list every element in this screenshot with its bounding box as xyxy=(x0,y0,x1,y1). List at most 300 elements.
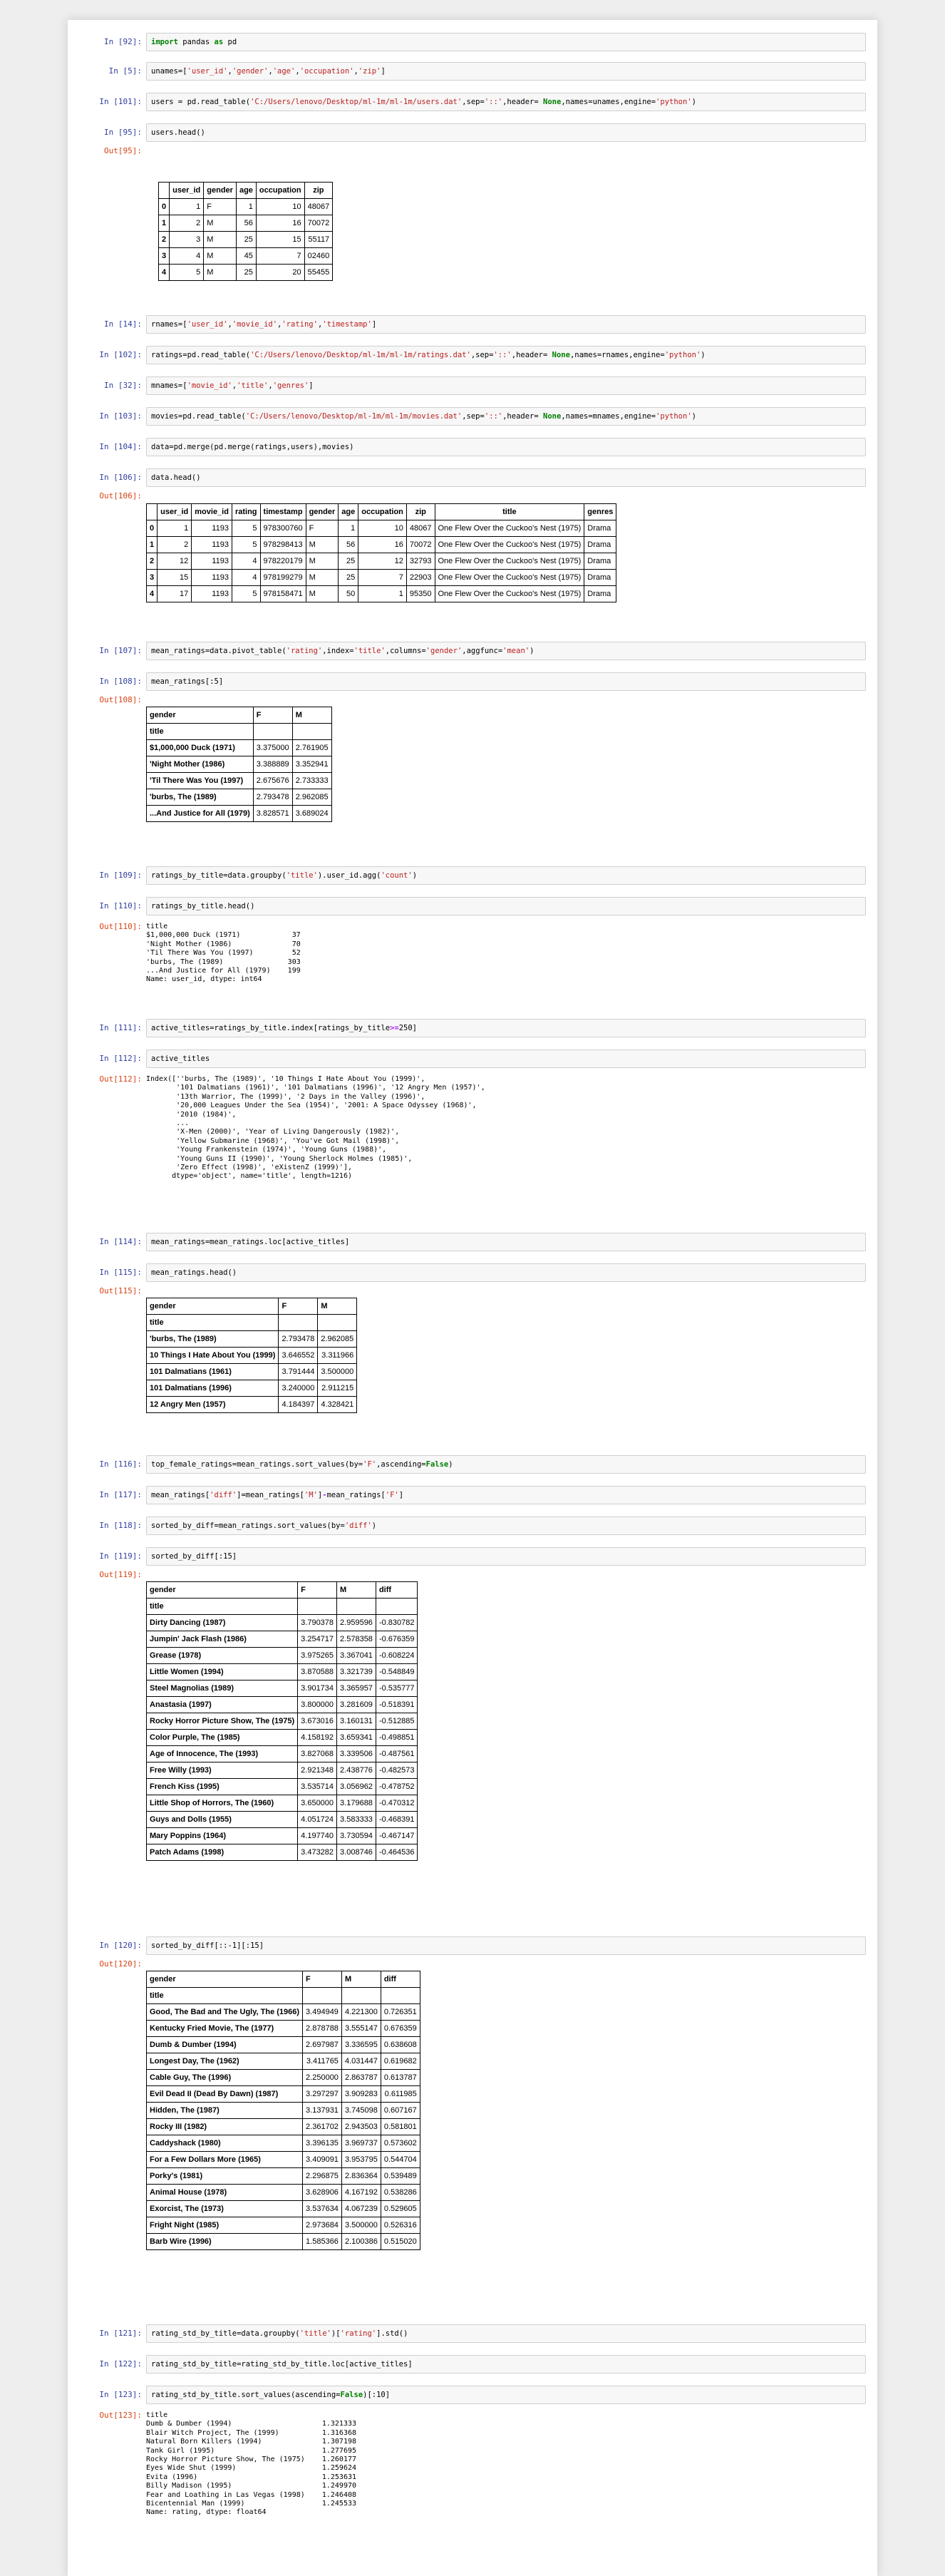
table-cell: -0.498851 xyxy=(376,1730,418,1746)
table-row xyxy=(147,570,616,586)
code-keyword: as xyxy=(214,38,224,46)
table-cell: 02460 xyxy=(304,248,333,265)
code-cell[interactable] xyxy=(79,468,866,637)
table-header-cell: Mary Poppins (1964) xyxy=(147,1828,298,1844)
table-header-cell: F xyxy=(303,1971,342,1988)
table-cell: 4 xyxy=(170,248,204,265)
table-row xyxy=(147,1680,418,1697)
table-header-cell: genres xyxy=(584,504,616,520)
table-header-cell: 'Night Mother (1986) xyxy=(147,756,254,773)
table-row xyxy=(147,789,332,806)
code-input[interactable]: top_female_ratings=mean_ratings.sort_values(by='F',ascending=False) xyxy=(146,1455,866,1474)
table-row xyxy=(147,1380,357,1397)
table-header-cell: 1 xyxy=(159,215,170,232)
output-prompt: Out[119]: xyxy=(99,1570,142,1579)
table-row xyxy=(147,1844,418,1861)
table-row xyxy=(159,248,333,265)
table-header-cell: Evil Dead II (Dead By Dawn) (1987) xyxy=(147,2086,303,2103)
table-row xyxy=(147,1812,418,1828)
table-cell: 12 xyxy=(358,553,407,570)
merged-dataframe xyxy=(146,503,616,602)
code-input[interactable]: sorted_by_diff=mean_ratings.sort_values(by='diff') xyxy=(146,1517,866,1535)
code-input[interactable]: active_titles xyxy=(146,1050,866,1068)
table-cell: 0.544704 xyxy=(381,2152,420,2168)
table-cell: 3.411765 xyxy=(303,2053,342,2070)
code-input[interactable]: ratings_by_title=data.groupby('title').user_id.agg('count') xyxy=(146,866,866,885)
table-header-cell: 3 xyxy=(147,570,158,586)
table-cell: 2.962085 xyxy=(292,789,331,806)
users-dataframe xyxy=(158,182,333,281)
table-cell: 3.375000 xyxy=(253,740,292,756)
table-cell: -0.467147 xyxy=(376,1828,418,1844)
code-cell[interactable] xyxy=(79,897,866,990)
table-header-cell: M xyxy=(337,1582,376,1599)
table-cell: 1 xyxy=(339,520,358,537)
code-input[interactable]: mean_ratings=data.pivot_table('rating',index='title',columns='gender',aggfunc='mean') xyxy=(146,642,866,660)
table-cell: 1.585366 xyxy=(303,2234,342,2250)
table-header-cell: For a Few Dollars More (1965) xyxy=(147,2152,303,2168)
table-cell: 0.676359 xyxy=(381,2021,420,2037)
code-input[interactable]: rnames=['user_id','movie_id','rating','timestamp'] xyxy=(146,315,866,334)
table-header-cell: 0 xyxy=(159,199,170,215)
input-prompt: In [110]: xyxy=(99,901,142,910)
table-header-cell: title xyxy=(147,1599,298,1615)
table-row xyxy=(147,1648,418,1664)
table-cell: -0.478752 xyxy=(376,1779,418,1795)
ratings-count-output: title $1,000,000 Duck (1971) 37 'Night Mother (1986) 70 'Til There Was You (1997) 52 'burbs, The (1989) 303 ...And Justice for All (1979) 199 Name: user_id, dtype: int64 xyxy=(146,923,301,984)
table-header-cell xyxy=(337,1599,376,1615)
table-header-cell: ...And Justice for All (1979) xyxy=(147,806,254,822)
table-cell: 2.962085 xyxy=(318,1331,357,1348)
table-row xyxy=(147,1664,418,1680)
table-header-cell: Longest Day, The (1962) xyxy=(147,2053,303,2070)
table-cell: 70072 xyxy=(406,537,435,553)
code-cell[interactable] xyxy=(79,1936,866,2314)
table-cell: 1 xyxy=(236,199,256,215)
table-cell: 10 xyxy=(358,520,407,537)
table-header-cell: Cable Guy, The (1996) xyxy=(147,2070,303,2086)
table-header-cell: 'burbs, The (1989) xyxy=(147,789,254,806)
code-cell[interactable] xyxy=(79,123,866,305)
code-cell[interactable] xyxy=(79,1517,866,1535)
code-input[interactable]: mean_ratings.head() xyxy=(146,1263,866,1282)
table-header-cell: timestamp xyxy=(260,504,306,520)
code-input[interactable]: mnames=['movie_id','title','genres'] xyxy=(146,376,866,395)
table-header-cell: age xyxy=(236,183,256,199)
table-header-cell xyxy=(147,504,158,520)
table-cell: 4.184397 xyxy=(279,1397,318,1413)
sorted-by-diff-table xyxy=(146,1581,418,1861)
table-row xyxy=(147,553,616,570)
table-cell: 2.943503 xyxy=(341,2119,381,2135)
table-header-cell: F xyxy=(298,1582,337,1599)
table-header-cell: F xyxy=(253,707,292,724)
input-prompt: In [103]: xyxy=(99,411,142,421)
output-prompt: Out[108]: xyxy=(99,695,142,704)
table-header-cell: diff xyxy=(376,1582,418,1599)
table-cell: 2 xyxy=(158,537,192,553)
code-cell[interactable] xyxy=(79,315,866,334)
table-header-cell xyxy=(279,1315,318,1331)
table-cell: 3.745098 xyxy=(341,2103,381,2119)
code-input[interactable]: ratings_by_title.head() xyxy=(146,897,866,915)
table-row xyxy=(159,265,333,281)
table-cell: 3.473282 xyxy=(298,1844,337,1861)
table-cell: 3.311966 xyxy=(318,1348,357,1364)
table-cell: 1193 xyxy=(192,586,232,602)
table-header-cell xyxy=(376,1599,418,1615)
table-cell: 3.352941 xyxy=(292,756,331,773)
table-cell: 10 xyxy=(256,199,304,215)
code-cell[interactable] xyxy=(79,1486,866,1504)
table-header-cell: Little Shop of Horrors, The (1960) xyxy=(147,1795,298,1812)
table-cell: 3.396135 xyxy=(303,2135,342,2152)
table-header-cell: zip xyxy=(406,504,435,520)
table-header-cell: F xyxy=(279,1298,318,1315)
table-cell: 4 xyxy=(232,570,260,586)
table-cell: -0.830782 xyxy=(376,1615,418,1631)
table-cell: 3 xyxy=(170,232,204,248)
input-prompt: In [104]: xyxy=(99,442,142,451)
input-prompt: In [109]: xyxy=(99,871,142,880)
table-cell: 3.500000 xyxy=(318,1364,357,1380)
table-cell: 5 xyxy=(232,520,260,537)
table-row xyxy=(147,2152,420,2168)
input-prompt: In [106]: xyxy=(99,473,142,482)
table-header-cell xyxy=(159,183,170,199)
table-header-cell: title xyxy=(147,1988,303,2004)
table-header-cell: Dirty Dancing (1987) xyxy=(147,1615,298,1631)
table-cell: -0.470312 xyxy=(376,1795,418,1812)
input-prompt: In [117]: xyxy=(99,1490,142,1499)
table-row xyxy=(147,1364,357,1380)
table-row xyxy=(147,1697,418,1713)
table-header-cell: Caddyshack (1980) xyxy=(147,2135,303,2152)
table-cell: 1193 xyxy=(192,570,232,586)
table-header-cell xyxy=(303,1988,342,2004)
table-cell: 5 xyxy=(232,537,260,553)
table-header-cell: 'Til There Was You (1997) xyxy=(147,773,254,789)
table-header-cell: French Kiss (1995) xyxy=(147,1779,298,1795)
output-prompt: Out[110]: xyxy=(99,922,142,931)
table-cell: One Flew Over the Cuckoo's Nest (1975) xyxy=(435,586,584,602)
code-cell[interactable] xyxy=(79,1050,866,1221)
table-cell: 3.008746 xyxy=(337,1844,376,1861)
code-cell[interactable] xyxy=(79,1233,866,1251)
table-row xyxy=(147,1795,418,1812)
table-cell: 1193 xyxy=(192,553,232,570)
table-cell: 4.328421 xyxy=(318,1397,357,1413)
table-header-cell: Grease (1978) xyxy=(147,1648,298,1664)
code-input[interactable]: rating_std_by_title=data.groupby('title')['rating'].std() xyxy=(146,2324,866,2343)
code-input[interactable]: rating_std_by_title=rating_std_by_title.loc[active_titles] xyxy=(146,2355,866,2374)
table-cell: 2.911215 xyxy=(318,1380,357,1397)
table-cell: -0.464536 xyxy=(376,1844,418,1861)
input-prompt: In [120]: xyxy=(99,1941,142,1950)
table-cell: 4.221300 xyxy=(341,2004,381,2021)
table-header-cell: title xyxy=(147,724,254,740)
table-cell: M xyxy=(306,537,339,553)
table-cell: 3.537634 xyxy=(303,2201,342,2217)
code-cell[interactable] xyxy=(79,438,866,456)
table-cell: 48067 xyxy=(406,520,435,537)
code-cell[interactable] xyxy=(79,2324,866,2343)
table-cell: 3.659341 xyxy=(337,1730,376,1746)
code-input[interactable]: users.head() xyxy=(146,123,866,142)
input-prompt: In [102]: xyxy=(99,350,142,359)
table-cell: 2.697987 xyxy=(303,2037,342,2053)
table-row xyxy=(147,1348,357,1364)
table-header-cell: 4 xyxy=(159,265,170,281)
code-input[interactable]: mean_ratings[:5] xyxy=(146,672,866,691)
table-cell: 50 xyxy=(339,586,358,602)
table-cell: 0.526316 xyxy=(381,2217,420,2234)
table-cell: -0.482573 xyxy=(376,1762,418,1779)
table-cell: 1 xyxy=(158,520,192,537)
table-header-cell: 'burbs, The (1989) xyxy=(147,1331,279,1348)
code-keyword: import xyxy=(151,38,178,46)
table-cell: Drama xyxy=(584,570,616,586)
code-cell[interactable] xyxy=(79,1019,866,1037)
table-row xyxy=(147,2185,420,2201)
table-cell: 0.726351 xyxy=(381,2004,420,2021)
table-header-cell: diff xyxy=(381,1971,420,1988)
table-header-cell: gender xyxy=(204,183,237,199)
table-header-cell: user_id xyxy=(158,504,192,520)
table-cell: 3.240000 xyxy=(279,1380,318,1397)
table-row xyxy=(147,1615,418,1631)
input-prompt: In [101]: xyxy=(99,97,142,106)
code-input[interactable]: users = pd.read_table('C:/Users/lenovo/Desktop/ml-1m/ml-1m/users.dat',sep='::',header= None,names=unames,engine='python') xyxy=(146,93,866,111)
table-row xyxy=(147,1762,418,1779)
table-cell: 0.607167 xyxy=(381,2103,420,2119)
table-cell: 0.529605 xyxy=(381,2201,420,2217)
input-prompt: In [14]: xyxy=(104,319,142,329)
table-row xyxy=(147,2217,420,2234)
table-cell: 4.158192 xyxy=(298,1730,337,1746)
table-cell: 3.409091 xyxy=(303,2152,342,2168)
code-cell[interactable] xyxy=(79,62,866,81)
code-input[interactable]: data=pd.merge(pd.merge(ratings,users),movies) xyxy=(146,438,866,456)
table-cell: 4 xyxy=(232,553,260,570)
table-row xyxy=(147,2168,420,2185)
table-row xyxy=(147,586,616,602)
table-header-cell: gender xyxy=(306,504,339,520)
code-input[interactable]: import pandas as pd xyxy=(146,33,866,51)
code-cell[interactable] xyxy=(79,407,866,426)
table-cell: 1 xyxy=(170,199,204,215)
table-cell: 3.179688 xyxy=(337,1795,376,1812)
table-cell: 3.800000 xyxy=(298,1697,337,1713)
code-cell[interactable] xyxy=(79,672,866,861)
table-header-cell: Porky's (1981) xyxy=(147,2168,303,2185)
code-input[interactable]: mean_ratings['diff']=mean_ratings['M']-mean_ratings['F'] xyxy=(146,1486,866,1504)
table-cell: 2.361702 xyxy=(303,2119,342,2135)
table-row xyxy=(147,1631,418,1648)
table-cell: 45 xyxy=(236,248,256,265)
table-cell: 7 xyxy=(358,570,407,586)
code-cell[interactable] xyxy=(79,376,866,395)
table-header-cell: 12 Angry Men (1957) xyxy=(147,1397,279,1413)
table-cell: 3.281609 xyxy=(337,1697,376,1713)
table-cell: 55117 xyxy=(304,232,333,248)
table-cell: 3.646552 xyxy=(279,1348,318,1364)
table-cell: 0.638608 xyxy=(381,2037,420,2053)
table-cell: -0.468391 xyxy=(376,1812,418,1828)
table-header-cell: M xyxy=(318,1298,357,1315)
table-cell: 48067 xyxy=(304,199,333,215)
input-prompt: In [114]: xyxy=(99,1237,142,1246)
code-input[interactable]: sorted_by_diff[:15] xyxy=(146,1547,866,1566)
table-row xyxy=(147,2004,420,2021)
code-cell[interactable] xyxy=(79,1263,866,1449)
code-cell[interactable] xyxy=(79,33,866,51)
table-cell: M xyxy=(306,570,339,586)
table-row xyxy=(147,2135,420,2152)
table-header-cell: 101 Dalmatians (1996) xyxy=(147,1380,279,1397)
table-cell: 2.959596 xyxy=(337,1615,376,1631)
table-cell: 3.969737 xyxy=(341,2135,381,2152)
table-cell: Drama xyxy=(584,553,616,570)
table-cell: 2.675676 xyxy=(253,773,292,789)
active-titles-output: Index([''burbs, The (1989)', '10 Things I Hate About You (1999)', '101 Dalmatians (1961)', '101 Dalmatians (1996)', '12 Angry Men (1957)', '13th Warrior, The (1999)', '2 Days in the Valley (1996)', '20,000 Leagues Under the Sea (1954)', '2001: A Space Odyssey (1968)', '2010 (1984)', ... 'X-Men (2000)', 'Year of Living Dangerously (1982)', 'Yellow Submarine (1968)', 'You've Got Mail (1998)', 'Young Frankenstein (1974)', 'Young Guns (1988)', 'Young Guns II (1990)', 'Young Sherlock Holmes (1985)', 'Zero Effect (1998)', 'eXistenZ (1999)'], dtype='object', name='title', length=1216) xyxy=(146,1075,485,1181)
code-input[interactable]: unames=['user_id','gender','age','occupation','zip'] xyxy=(146,62,866,81)
table-header-cell: 101 Dalmatians (1961) xyxy=(147,1364,279,1380)
table-row xyxy=(159,199,333,215)
table-header-row xyxy=(147,1971,420,1988)
table-header-cell: Color Purple, The (1985) xyxy=(147,1730,298,1746)
table-header-cell: Good, The Bad and The Ugly, The (1966) xyxy=(147,2004,303,2021)
code-cell[interactable] xyxy=(79,93,866,111)
code-input[interactable]: active_titles=ratings_by_title.index[ratings_by_title>=250] xyxy=(146,1019,866,1037)
table-cell: F xyxy=(306,520,339,537)
table-cell: 55455 xyxy=(304,265,333,281)
code-input[interactable]: rating_std_by_title.sort_values(ascending=False)[:10] xyxy=(146,2386,866,2404)
table-cell: 2.793478 xyxy=(279,1331,318,1348)
table-header-cell: Guys and Dolls (1955) xyxy=(147,1812,298,1828)
table-header-cell: age xyxy=(339,504,358,520)
table-cell: 2.733333 xyxy=(292,773,331,789)
table-header-cell: Patch Adams (1998) xyxy=(147,1844,298,1861)
code-cell[interactable] xyxy=(79,866,866,885)
table-cell: 4.051724 xyxy=(298,1812,337,1828)
code-cell[interactable] xyxy=(79,346,866,364)
code-input[interactable]: mean_ratings=mean_ratings.loc[active_titles] xyxy=(146,1233,866,1251)
table-cell: 15 xyxy=(256,232,304,248)
table-cell: 3.827068 xyxy=(298,1746,337,1762)
table-header-cell: Age of Innocence, The (1993) xyxy=(147,1746,298,1762)
table-cell: One Flew Over the Cuckoo's Nest (1975) xyxy=(435,520,584,537)
code-cell[interactable] xyxy=(79,1455,866,1474)
code-input[interactable]: ratings=pd.read_table('C:/Users/lenovo/Desktop/ml-1m/ml-1m/ratings.dat',sep='::',header= None,names=rnames,engine='python') xyxy=(146,346,866,364)
table-row xyxy=(147,1746,418,1762)
table-cell: 2.250000 xyxy=(303,2070,342,2086)
table-header-cell: M xyxy=(292,707,331,724)
table-cell: -0.548849 xyxy=(376,1664,418,1680)
output-prompt: Out[120]: xyxy=(99,1959,142,1969)
table-cell: 1 xyxy=(358,586,407,602)
table-row xyxy=(147,806,332,822)
table-index-name-row xyxy=(147,1315,357,1331)
table-header-row xyxy=(159,183,333,199)
input-prompt: In [111]: xyxy=(99,1023,142,1032)
input-prompt: In [123]: xyxy=(99,2390,142,2399)
table-cell: 3.321739 xyxy=(337,1664,376,1680)
table-cell: -0.518391 xyxy=(376,1697,418,1713)
table-cell: 2.921348 xyxy=(298,1762,337,1779)
table-header-cell: Animal House (1978) xyxy=(147,2185,303,2201)
code-input[interactable]: movies=pd.read_table('C:/Users/lenovo/Desktop/ml-1m/ml-1m/movies.dat',sep='::',header= None,names=mnames,engine='python') xyxy=(146,407,866,426)
table-cell: 25 xyxy=(236,232,256,248)
table-cell: 3.790378 xyxy=(298,1615,337,1631)
input-prompt: In [122]: xyxy=(99,2359,142,2369)
table-cell: M xyxy=(204,265,237,281)
input-prompt: In [5]: xyxy=(108,66,142,76)
table-row xyxy=(147,2119,420,2135)
table-cell: 3.583333 xyxy=(337,1812,376,1828)
code-cell[interactable] xyxy=(79,2355,866,2374)
table-cell: 3.975265 xyxy=(298,1648,337,1664)
code-input[interactable]: data.head() xyxy=(146,468,866,487)
code-input[interactable]: sorted_by_diff[::-1][:15] xyxy=(146,1936,866,1955)
code-cell[interactable] xyxy=(79,1547,866,1925)
table-cell: M xyxy=(204,232,237,248)
table-row xyxy=(147,2053,420,2070)
input-prompt: In [115]: xyxy=(99,1268,142,1277)
table-cell: 978298413 xyxy=(260,537,306,553)
table-cell: 3.650000 xyxy=(298,1795,337,1812)
table-row xyxy=(147,2086,420,2103)
table-cell: 7 xyxy=(256,248,304,265)
table-row xyxy=(147,2037,420,2053)
table-cell: 0.619682 xyxy=(381,2053,420,2070)
input-prompt: In [116]: xyxy=(99,1459,142,1469)
table-cell: 15 xyxy=(158,570,192,586)
table-header-cell: title xyxy=(147,1315,279,1331)
table-cell: 2 xyxy=(170,215,204,232)
table-cell: 3.388889 xyxy=(253,756,292,773)
table-header-cell: Barb Wire (1996) xyxy=(147,2234,303,2250)
table-cell: One Flew Over the Cuckoo's Nest (1975) xyxy=(435,570,584,586)
table-cell: 17 xyxy=(158,586,192,602)
table-cell: 4.167192 xyxy=(341,2185,381,2201)
table-cell: 3.628906 xyxy=(303,2185,342,2201)
table-cell: M xyxy=(306,586,339,602)
table-header-cell: 2 xyxy=(159,232,170,248)
table-row xyxy=(159,232,333,248)
table-cell: 25 xyxy=(236,265,256,281)
table-cell: -0.676359 xyxy=(376,1631,418,1648)
table-header-cell: $1,000,000 Duck (1971) xyxy=(147,740,254,756)
code-cell[interactable] xyxy=(79,2386,866,2517)
table-cell: -0.535777 xyxy=(376,1680,418,1697)
table-row xyxy=(147,2070,420,2086)
table-cell: M xyxy=(204,215,237,232)
table-cell: F xyxy=(204,199,237,215)
table-cell: 0.539489 xyxy=(381,2168,420,2185)
table-cell: 3.673016 xyxy=(298,1713,337,1730)
input-prompt: In [121]: xyxy=(99,2329,142,2338)
table-cell: 0.581801 xyxy=(381,2119,420,2135)
table-header-cell: Little Women (1994) xyxy=(147,1664,298,1680)
input-prompt: In [107]: xyxy=(99,646,142,655)
table-index-name-row xyxy=(147,1988,420,2004)
table-cell: 4.067239 xyxy=(341,2201,381,2217)
table-cell: 2.836364 xyxy=(341,2168,381,2185)
table-header-cell xyxy=(341,1988,381,2004)
table-index-name-row xyxy=(147,1599,418,1615)
code-cell[interactable] xyxy=(79,642,866,660)
